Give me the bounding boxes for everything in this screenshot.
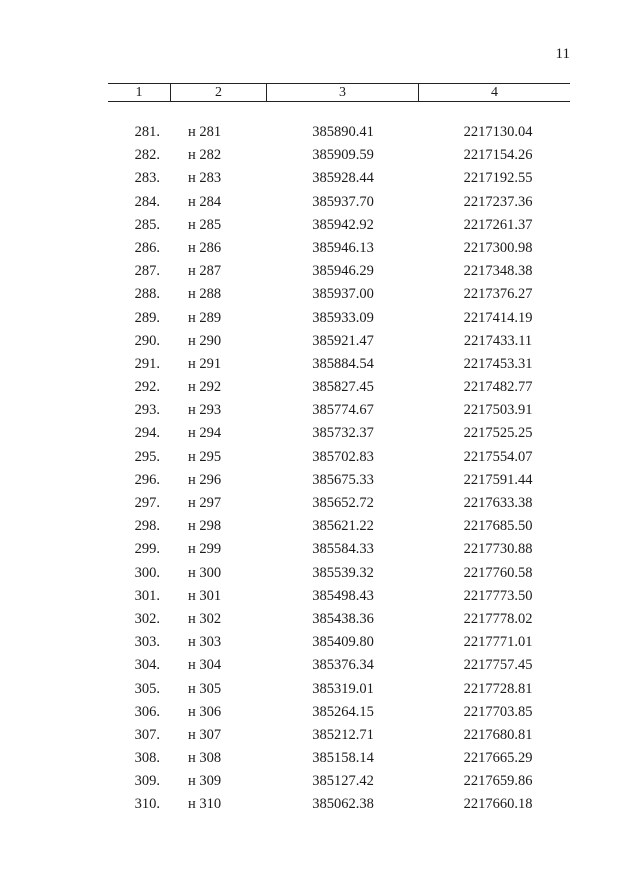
coordinate-y: 2217300.98 <box>463 239 533 256</box>
point-label: н 293 <box>188 402 222 419</box>
point-label: н 310 <box>188 796 222 813</box>
coordinate-y: 2217348.38 <box>463 263 533 280</box>
row-number: 308. <box>134 750 160 767</box>
coordinate-y: 2217633.38 <box>463 495 533 511</box>
row-number: 281. <box>134 124 160 140</box>
coordinate-y: 2217773.50 <box>463 587 533 604</box>
table-row <box>108 680 570 703</box>
coordinate-y: 2217728.81 <box>463 680 533 697</box>
coordinates-table <box>108 83 570 813</box>
coordinate-y: 2217414.19 <box>463 309 533 326</box>
point-label: н 294 <box>188 425 222 442</box>
coordinate-x: 385376.34 <box>312 657 374 674</box>
row-number: 293. <box>134 402 160 419</box>
coordinate-y: 2217154.26 <box>463 147 533 164</box>
row-number: 286. <box>134 239 160 256</box>
coordinate-x: 385621.22 <box>312 518 374 535</box>
row-number: 310. <box>134 796 160 813</box>
coordinate-x: 385264.15 <box>312 703 374 720</box>
table-row <box>108 169 570 192</box>
row-number: 284. <box>134 193 160 210</box>
row-number: 301. <box>134 587 160 604</box>
coordinate-x: 385438.36 <box>312 610 374 627</box>
row-number: 300. <box>134 564 160 581</box>
row-number: 302. <box>134 610 160 627</box>
table-row <box>108 703 570 726</box>
table-row <box>108 633 570 656</box>
coordinate-x: 385158.14 <box>312 750 374 767</box>
coordinate-y: 2217771.01 <box>463 634 533 651</box>
point-label: н 300 <box>188 564 222 581</box>
coordinate-x: 385319.01 <box>312 680 374 697</box>
point-label: н 302 <box>188 610 222 627</box>
table-row <box>108 424 570 447</box>
coordinate-y: 2217503.91 <box>463 402 533 419</box>
coordinate-x: 385909.59 <box>312 147 374 164</box>
coordinate-y: 2217554.07 <box>463 448 533 465</box>
coordinate-y: 2217760.58 <box>463 564 533 581</box>
table-row <box>108 587 570 610</box>
coordinate-y: 2217591.44 <box>463 471 533 488</box>
coordinate-x: 385212.71 <box>312 726 374 743</box>
point-label: н 299 <box>188 541 222 558</box>
coordinate-y: 2217703.85 <box>463 703 533 720</box>
table-row <box>108 772 570 795</box>
point-label: н 301 <box>188 587 222 604</box>
coordinate-y: 2217261.37 <box>463 216 533 233</box>
table-row <box>108 378 570 401</box>
point-label: н 308 <box>188 750 222 767</box>
coordinate-x: 385928.44 <box>312 170 374 187</box>
header-col-1: 1 <box>135 85 143 100</box>
row-number: 303. <box>134 634 160 651</box>
table-row <box>108 494 570 517</box>
row-number: 285. <box>134 216 160 233</box>
coordinate-y: 2217453.31 <box>463 355 533 372</box>
table-row <box>108 146 570 169</box>
point-label: н 281 <box>188 124 222 140</box>
point-label: н 291 <box>188 355 222 372</box>
coordinate-x: 385890.41 <box>312 124 374 140</box>
table-row <box>108 285 570 308</box>
table-row <box>108 448 570 471</box>
point-label: н 292 <box>188 379 222 396</box>
table-row <box>108 471 570 494</box>
point-label: н 296 <box>188 471 222 488</box>
table-row <box>108 517 570 540</box>
row-number: 309. <box>134 773 160 790</box>
row-number: 304. <box>134 657 160 674</box>
table-row <box>108 610 570 633</box>
row-number: 297. <box>134 495 160 511</box>
coordinate-y: 2217757.45 <box>463 657 533 674</box>
coordinate-x: 385946.29 <box>312 263 374 280</box>
coordinate-y: 2217665.29 <box>463 750 533 767</box>
row-number: 291. <box>134 355 160 372</box>
point-label: н 309 <box>188 773 222 790</box>
table-row <box>108 262 570 285</box>
table-row <box>108 795 570 818</box>
coordinate-x: 385498.43 <box>312 587 374 604</box>
row-number: 296. <box>134 471 160 488</box>
point-label: н 306 <box>188 703 222 720</box>
table-row <box>108 123 570 146</box>
coordinate-x: 385884.54 <box>312 355 374 372</box>
table-body <box>108 123 570 819</box>
coordinate-y: 2217685.50 <box>463 518 533 535</box>
row-number: 295. <box>134 448 160 465</box>
coordinate-x: 385937.00 <box>312 286 374 303</box>
table-row <box>108 355 570 378</box>
coordinate-x: 385652.72 <box>312 495 374 511</box>
coordinate-x: 385732.37 <box>312 425 374 442</box>
point-label: н 285 <box>188 216 222 233</box>
coordinate-y: 2217376.27 <box>463 286 533 303</box>
point-label: н 295 <box>188 448 222 465</box>
row-number: 282. <box>134 147 160 164</box>
point-label: н 283 <box>188 170 222 187</box>
coordinate-x: 385937.70 <box>312 193 374 210</box>
coordinate-x: 385774.67 <box>312 402 374 419</box>
point-label: н 286 <box>188 239 222 256</box>
coordinate-y: 2217192.55 <box>463 170 533 187</box>
table-row <box>108 216 570 239</box>
coordinate-y: 2217237.36 <box>463 193 533 210</box>
row-number: 283. <box>134 170 160 187</box>
coordinate-y: 2217660.18 <box>463 796 533 813</box>
point-label: н 287 <box>188 263 222 280</box>
table-row <box>108 564 570 587</box>
coordinate-y: 2217433.11 <box>463 332 533 349</box>
point-label: н 282 <box>188 147 222 164</box>
coordinate-x: 385062.38 <box>312 796 374 813</box>
row-number: 298. <box>134 518 160 535</box>
row-number: 292. <box>134 379 160 396</box>
coordinate-x: 385946.13 <box>312 239 374 256</box>
table-row <box>108 309 570 332</box>
table-row <box>108 193 570 216</box>
row-number: 290. <box>134 332 160 349</box>
coordinate-y: 2217659.86 <box>463 773 533 790</box>
header-col-3: 3 <box>266 84 418 101</box>
table-row <box>108 749 570 772</box>
point-label: н 303 <box>188 634 222 651</box>
coordinate-y: 2217778.02 <box>463 610 533 627</box>
coordinate-x: 385921.47 <box>312 332 374 349</box>
point-label: н 284 <box>188 193 222 210</box>
row-number: 289. <box>134 309 160 326</box>
coordinate-x: 385675.33 <box>312 471 374 488</box>
header-col-2: 2 <box>170 84 266 101</box>
coordinate-x: 385539.32 <box>312 564 374 581</box>
coordinate-y: 2217130.04 <box>463 124 533 140</box>
point-label: н 298 <box>188 518 222 535</box>
coordinate-x: 385827.45 <box>312 379 374 396</box>
point-label: н 297 <box>188 495 222 511</box>
point-label: н 289 <box>188 309 222 326</box>
coordinate-y: 2217730.88 <box>463 541 533 558</box>
coordinate-x: 385584.33 <box>312 541 374 558</box>
row-number: 288. <box>134 286 160 303</box>
row-number: 287. <box>134 263 160 280</box>
coordinate-y: 2217482.77 <box>463 379 533 396</box>
coordinate-x: 385409.80 <box>312 634 374 651</box>
row-number: 305. <box>134 680 160 697</box>
row-number: 306. <box>134 703 160 720</box>
table-row <box>108 656 570 679</box>
header-col-4: 4 <box>418 84 570 101</box>
point-label: н 305 <box>188 680 222 697</box>
coordinate-x: 385942.92 <box>312 216 374 233</box>
point-label: н 307 <box>188 726 222 743</box>
row-number: 299. <box>134 541 160 558</box>
table-row <box>108 239 570 262</box>
table-row <box>108 540 570 563</box>
table-header <box>108 83 570 102</box>
table-row <box>108 401 570 424</box>
row-number: 294. <box>134 425 160 442</box>
point-label: н 304 <box>188 657 222 674</box>
row-number: 307. <box>134 726 160 743</box>
table-row <box>108 726 570 749</box>
table-row <box>108 332 570 355</box>
coordinate-x: 385702.83 <box>312 448 374 465</box>
coordinate-y: 2217525.25 <box>463 425 533 442</box>
coordinate-y: 2217680.81 <box>463 726 533 743</box>
coordinate-x: 385933.09 <box>312 309 374 326</box>
page-number: 11 <box>555 46 570 62</box>
point-label: н 290 <box>188 332 222 349</box>
point-label: н 288 <box>188 286 222 303</box>
coordinate-x: 385127.42 <box>312 773 374 790</box>
